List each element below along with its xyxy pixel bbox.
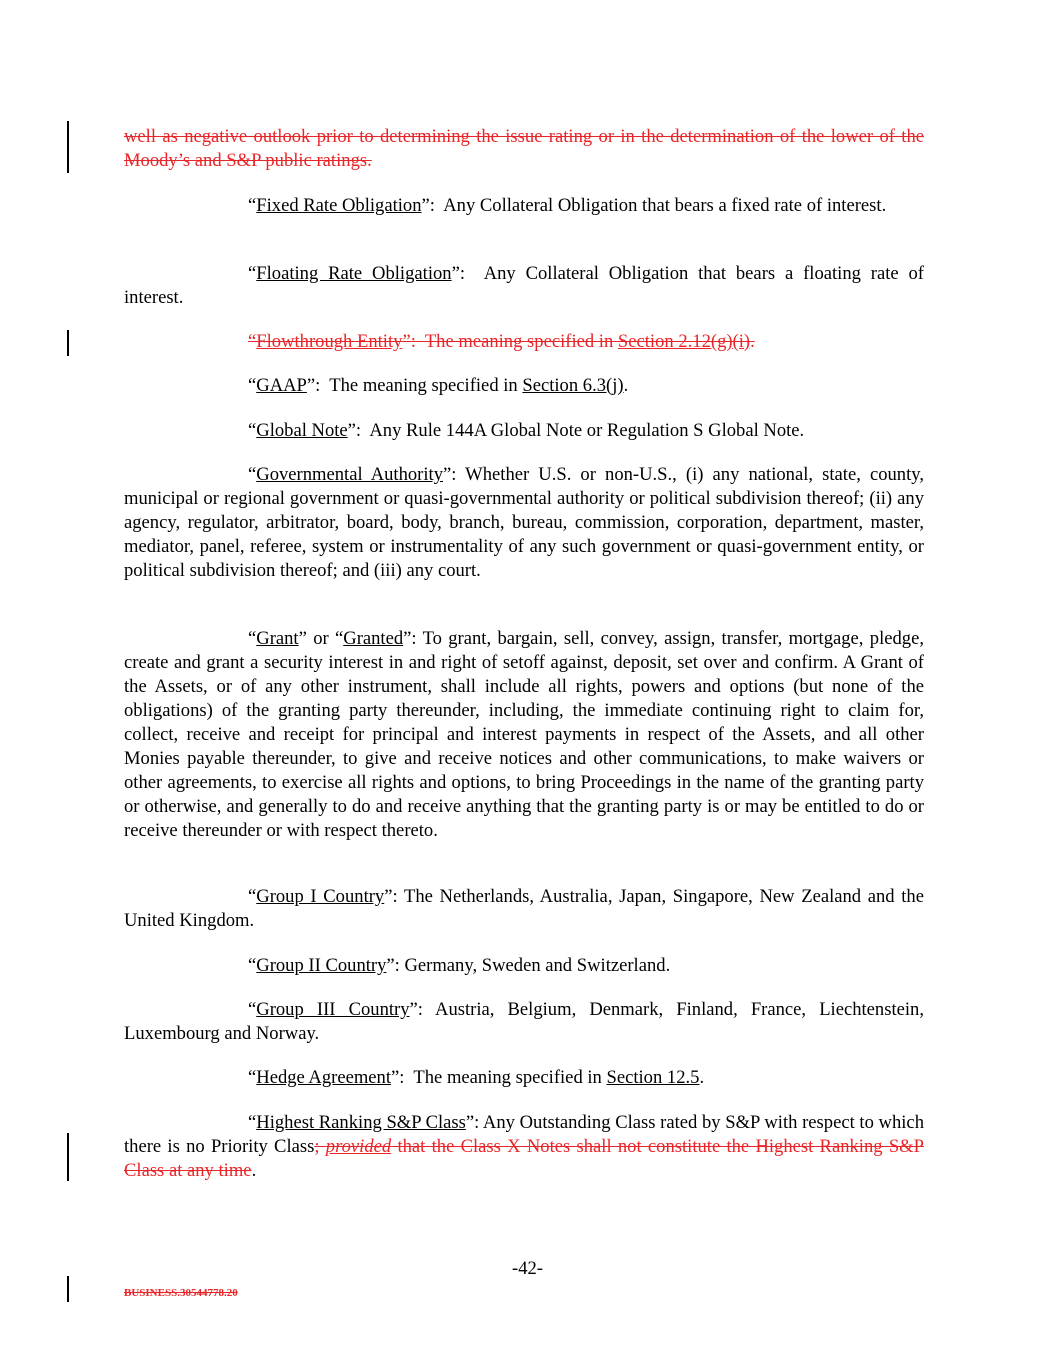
defined-term: Flowthrough Entity xyxy=(256,331,403,352)
definition-gaap: “GAAP”: The meaning specified in Section 6.3(j). xyxy=(248,375,629,396)
section-reference: Section 6.3(j) xyxy=(522,375,624,396)
deleted-text: that the Class X Notes shall not constitute the Highest Ranking S&P Class at any time xyxy=(124,1136,924,1181)
document-id-footer: BUSINESS.30544778.20 xyxy=(124,1287,238,1299)
defined-term: Hedge Agreement xyxy=(256,1067,392,1088)
section-reference: Section 12.5 xyxy=(606,1067,700,1088)
defined-term: Global Note xyxy=(256,420,348,441)
definition-hedge-agreement: “Hedge Agreement”: The meaning specified in Section 12.5. xyxy=(248,1067,705,1088)
defined-term: Group I Country xyxy=(256,886,385,907)
definition-grant: “Grant” or “Granted”: To grant, bargain, sell, convey, assign, transfer, mortgage, pledge, create and grant a security interest in and right of setoff against, deposit, set over and confirm. A Grant of the Assets, or of any other instrument, shall include all rights, powers and options (but none of the obligations) of the granting party thereunder, including, the immediate continuing right to claim for, collect, receive and receipt for principal and interest payments in respect of the Assets, and all other Monies payable thereunder, to give and receive notices and other communications, to make waivers or other agreements, to exercise all rights and options, to bring Proceedings in the name of the granting party or otherwise, and generally to do and receive anything that the granting party is or may be entitled to do or receive thereunder or with respect thereto. xyxy=(124,628,924,841)
definition-flowthrough-entity: “Flowthrough Entity”: The meaning specified in Section 2.12(g)(i). xyxy=(248,331,755,352)
definition-group-iii-country: “Group III Country”: Austria, Belgium, Denmark, Finland, France, Liechtenstein, Luxembourg and Norway. xyxy=(124,999,924,1044)
definition-highest-ranking-sp-class: “Highest Ranking S&P Class”: Any Outstanding Class rated by S&P with respect to which there is no Priority Class; provided that the Class X Notes shall not constitute the Highest Ranking S&P Class at any time. xyxy=(124,1112,924,1181)
change-bar xyxy=(67,121,69,173)
defined-term: Highest Ranking S&P Class xyxy=(256,1112,466,1133)
definition-fixed-rate-obligation: “Fixed Rate Obligation”: Any Collateral Obligation that bears a fixed rate of interest. xyxy=(248,195,887,216)
deleted-text: provided xyxy=(325,1136,392,1157)
defined-term: Floating Rate Obligation xyxy=(256,263,452,284)
change-bar xyxy=(67,1133,69,1181)
page-number: -42- xyxy=(512,1258,543,1279)
defined-term: Governmental Authority xyxy=(256,464,443,485)
definition-floating-rate-obligation: “Floating Rate Obligation”: Any Collateral Obligation that bears a floating rate of interest. xyxy=(124,263,929,308)
deleted-text: ; xyxy=(314,1136,326,1157)
continuation-paragraph xyxy=(124,125,924,173)
definition-group-ii-country: “Group II Country”: Germany, Sweden and Switzerland. xyxy=(248,955,671,976)
defined-term: Fixed Rate Obligation xyxy=(256,195,422,216)
defined-term: Group II Country xyxy=(256,955,387,976)
section-reference: Section 2.12(g)(i) xyxy=(617,331,751,352)
defined-term: Granted xyxy=(343,628,404,649)
deleted-text: well as negative outlook prior to determining the issue rating or in the determination of the lower of the Moody’s and S&P public ratings. xyxy=(124,126,924,171)
defined-term: Grant xyxy=(256,628,299,649)
defined-term: Group III Country xyxy=(256,999,410,1020)
definition-governmental-authority: “Governmental Authority”: Whether U.S. or non-U.S., (i) any national, state, county, municipal or regional government or quasi-governmental authority or political subdivision thereof; (ii) any agency, regulator, arbitrator, board, body, branch, bureau, commission, corporation, department, master, mediator, panel, referee, system or instrumentality of any such government or quasi-government entity, or political subdivision thereof; and (iii) any court. xyxy=(124,464,924,581)
defined-term: GAAP xyxy=(256,375,307,396)
change-bar xyxy=(67,330,69,356)
definition-group-i-country: “Group I Country”: The Netherlands, Australia, Japan, Singapore, New Zealand and the United Kingdom. xyxy=(124,886,924,931)
definition-global-note: “Global Note”: Any Rule 144A Global Note or Regulation S Global Note. xyxy=(248,420,805,441)
